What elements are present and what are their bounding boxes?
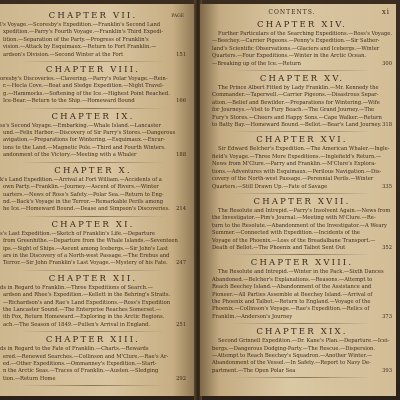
chapter-summary-line [0,98,186,105]
left-page [0,4,196,396]
summary-text: he Ice.—Homeward Bound.—Dease and Simpson's Discoveries. [3,206,170,213]
chapter-title: CHAPTER XIII. [45,335,141,346]
chapter-entry [0,65,186,109]
chapter-summary-line [0,22,186,29]
chapter-summary-line [212,292,392,299]
chapter-entry [212,327,392,378]
chapter-summary-line [0,199,186,206]
chapter-summary-line [0,238,186,245]
chapter-divider [232,254,372,255]
chapter-summary-line [0,52,186,59]
summary-text: Sir Edward Belcher's Expedition.—The American Whaler.—Ingle- [218,146,390,153]
chapter-summary-line [0,177,186,184]
chapter-title: CHAPTER VII. [48,11,138,21]
summary-text: —Richardson's and Rae's Land Expeditions.—Ross's Expedition [3,299,171,306]
chapter-summary-line [0,83,186,90]
chapter-summary-line [212,230,392,237]
chapter-entry [0,11,186,62]
chapter-summary-line [212,53,392,60]
chapter-summary-line [0,368,186,375]
chapter-summary-line [212,122,392,129]
chapter-summary-line [212,238,392,245]
chapter-summary-line [0,260,186,267]
chapter-summary-line [0,307,186,314]
running-head [212,8,392,17]
summary-text: partment.—The Open Polar Sea [212,367,296,374]
chapter-summary-line [0,314,186,321]
chapter-summary-line [212,115,392,122]
chapter-divider [20,331,166,332]
summary-text: The Resolute and Intrepid.—Parry's Insolvent Again.—News from [218,207,391,214]
summary-text: l's Voyage.—Scoresby's Expedition.—Franklin's Second Land [0,22,161,28]
summary-text: turn to the Resolute.—Abandonment of the Investigator.—A Weary [212,222,387,229]
summary-text: Pioneer.—All Parties Assemble at Beechey Island.—Arrival of [212,291,373,298]
summary-text: Phoenix.—Collinson's Voyage.—Rae's Expedition.—Relics of [212,306,370,313]
chapter-summary-line [212,107,392,114]
chapter-divider [20,61,166,62]
chapter-summary-line [212,215,392,222]
chapter-entry [212,197,392,255]
summary-text: ions to the Land.—Magnetic Pole.—Third and Fourth Winters. [3,144,166,151]
chapter-title: CHAPTER X. [54,165,132,176]
summary-text: Reach Beechey Island.—Abandonment of the Assistance and [212,284,372,291]
chapter-summary-line [212,169,392,176]
chapter-title: CHAPTER XV. [259,74,345,85]
chapter-title: CHAPTER XIV. [257,20,347,30]
summary-text: —Attempt to Reach Beechey's Squadron.—Another Winter.— [212,353,373,359]
summary-text: tion.—Return Home [3,375,56,382]
chapter-summary-line [0,322,186,329]
page-column-label: PAGE [171,14,184,19]
summary-text: to Batty Bay.—Homeward Bound.—Bellot.—Bear's Land Journey. [212,122,382,129]
summary-text: vision.—Attack by Esquimaux.—Return to Fort Franklin.— [3,44,157,51]
chapter-entry [0,335,186,386]
summary-text: k's Land Expedition.—Arrival at Fort William.—Accidents of a [0,176,162,183]
chapter-summary-line [0,145,186,152]
summary-text: andonment of the Victory.—Meeting with a Whaler [3,152,137,159]
summary-text: Voyage of the Phoenix.—Loss of the Breadalbane Transport.— [212,237,376,244]
chapter-summary-line [212,269,392,276]
chapter-divider [232,131,372,132]
summary-text: uarters.—News of Ross's Safety.—Polar Sea.—Return to Eng- [3,191,164,198]
summary-text: Summer.—Connected with Expedition.—Incidents of the [212,230,360,237]
summary-text: own Party.—Franklin.—Journey.—Ascent of Rivers.—Winter [3,184,159,191]
summary-text: Abandonment of the Vessel.—In Safety.—Report to Navy De- [212,360,371,367]
chapter-summary-line [0,29,186,36]
chapter-summary-line [212,31,392,38]
page-reference: 166 [176,98,186,105]
chapter-divider [20,385,166,386]
chapter-summary-line [212,299,392,306]
summary-text: Fury's Stores.—Cheers and Happy Sons.—Cape Walker.—Return [212,114,382,121]
summary-text: the Lancaster Sound.—The Enterprise Reaches Somerset.— [3,306,162,313]
summary-text: g.—Hammocks.—Softening of the Ice.—Highest Point Reached. [3,90,170,97]
page-reference: 373 [382,313,392,320]
chapter-summary-line [212,306,392,313]
summary-text: oresby's Discoveries.—Clavering.—Parry's Polar Voyage.—Rein- [0,76,168,83]
summary-text: Terror.—Sir John Franklin's Last Voyage.—Mystery of his Fate. [3,260,168,267]
page-reference: 188 [176,152,186,159]
chapter-summary-line [212,346,392,353]
chapter-summary-line [0,206,186,213]
chapter-entry [212,135,392,193]
summary-text: r.—Hecla Cove.—Boat and Sledge Expedition.—Night Travel- [3,83,164,90]
summary-text: Ice-Bear.—Return to the Ship.—Homeward Bound [3,98,135,105]
summary-text: from Greenhithe.—Departure from the Whale Islands.—Seventeen [3,238,178,245]
chapter-summary-line [0,361,186,368]
chapter-title: CHAPTER XVI. [256,135,348,146]
chapter-title: CHAPTER XIX. [256,327,348,338]
summary-text: —Beechey.—Carrier Pigeons.—Penny's Expedition.—Sir Sather- [212,38,380,45]
running-head-title: CONTENTS. [268,9,316,16]
chapter-summary-line [0,285,186,292]
chapter-divider [20,108,166,109]
chapter-divider [232,193,372,194]
summary-text: Quarters.—Still Drawn Up.—Fate of Savage [212,183,328,190]
chapter-summary-line [212,368,392,375]
summary-text: ed.—Other Expeditions.—Ommanney's Expedition.—Start- [3,361,157,367]
chapter-summary-line [212,100,392,107]
summary-text: ss's Second Voyage.—Embarking.—Whale Island.—Lancaster [0,122,161,129]
chapter-entry [0,166,186,217]
summary-text: Second Grinnell Expedition.—Dr. Kane's Plan.—Departure.—Icei- [218,338,390,345]
chapter-entry [212,74,392,132]
chapter-summary-line [0,152,186,159]
summary-text: s's Last Expedition.—Sketch of Franklin's Life.—Departure [0,230,155,237]
chapter-summary-line [0,37,186,44]
summary-text: ith Fox, Return Homeward.—Exploring in the Arctic Regions. [3,314,165,321]
chapter-summary-line [212,208,392,215]
page-reference: 247 [176,260,186,267]
chapter-title: CHAPTER XII. [48,273,138,284]
chapter-summary-line [212,245,392,252]
summary-text: ation.—Belief and Bewilder.—Preparations for Wintering.—Wife [212,99,380,106]
summary-text: nd.—Back's Voyage in the Terror.—Remarkable Perils among [3,198,164,205]
page-reference: 251 [176,321,186,328]
chapter-summary-line [0,300,186,307]
summary-text: xpedition.—Parry's Fourth Voyage.—Franklin's Third Expedi- [3,29,164,36]
chapter-divider [20,270,166,271]
chapter-summary-line [212,338,392,345]
summary-text: —Breaking up of the Ice.—Return [212,60,301,67]
summary-text: The Resolute and Intrepid.—Winter in the Pack.—Sixth Dances [218,269,384,276]
right-page [200,4,396,396]
page-reference: 335 [382,183,392,190]
chapter-summary-line [212,176,392,183]
summary-text: ered.—Renewed Searches.—Collinson and M'Clure.—Rae's Ar- [3,353,169,360]
summary-text: ardson and Rhee's Expedition.—Kellett in the Behring's Straits. [3,292,171,299]
chapter-entry [212,258,392,324]
chapter-summary-line [0,184,186,191]
chapter-entry [0,274,186,332]
page-reference: 393 [382,367,392,374]
chapter-divider [20,162,166,163]
chapter-summary-line [0,253,186,260]
chapter-summary-line [0,123,186,130]
summary-text: News from M'Clure.—Parry and Franklin.—M'Clure's Explora- [212,161,377,168]
chapter-summary-line [0,246,186,253]
page-number: xi [381,8,390,16]
summary-text: ars in the Discovery of a North-west Passage.—The Erebus and [3,252,170,259]
chapter-entry [0,220,186,271]
summary-text: ds in Regard to Franklin.—Three Expeditions of Search.— [0,284,153,291]
chapter-summary-line [212,184,392,191]
chapter-entry [0,112,186,163]
chapter-summary-line [212,61,392,68]
summary-text: n the Arctic Seas.—Traces of Franklin.—Austen.—Sledging [3,368,159,375]
chapter-summary-line [212,360,392,367]
chapter-summary-line [212,38,392,45]
summary-text: land's Scientific Observations.—Glaciers and Icebergs.—Winter [212,45,380,52]
chapter-title: CHAPTER IX. [51,111,135,122]
summary-text: Abandoned.—Belcher's Explanations.—Reasons.—Attempt to [212,276,373,283]
page-reference: 151 [176,51,186,58]
chapter-title: CHAPTER VIII. [45,65,141,76]
page-reference: 214 [176,206,186,213]
chapter-summary-line [0,130,186,137]
chapter-divider [20,216,166,217]
chapter-summary-line [0,376,186,383]
chapter-summary-line [212,154,392,161]
chapter-summary-line [212,85,392,92]
summary-text: lition.—Separation of the Party.—Progress of Franklin's [3,36,149,43]
page-reference: 292 [176,375,186,382]
chapter-summary-line [0,91,186,98]
chapter-divider [232,377,372,378]
summary-text: for Journeys.—Visit to Fury Beach.—The Grand Journey.—The [212,107,375,114]
summary-text: Commander.—Taperwell.—Carrier Pigeons.—Disastrous Separ- [212,92,379,99]
chapter-summary-line [0,231,186,238]
chapter-summary-line [0,346,186,353]
chapter-summary-line [212,314,392,321]
chapter-summary-line [0,192,186,199]
chapter-summary-line [212,161,392,168]
summary-text: the Investigator.—Pim's Journal.—Meeting with M'Clure.—Re- [212,215,376,222]
chapter-summary-line [0,44,186,51]
summary-text: avigation.—Preparations for Wintering.—Esquimaux.—Excur- [3,137,165,144]
chapter-summary-line [0,354,186,361]
chapter-summary-line [0,137,186,144]
page-reference: 300 [382,60,392,67]
chapter-summary-line [212,353,392,360]
summary-text: ach.—The Season of 1849.—Pullen's Arrival in England. [3,321,151,328]
chapter-summary-line [212,277,392,284]
summary-text: ds in Regard to the Fate of Franklin.—Charts.—Rewards [0,346,149,353]
summary-text: Quarters.—Four Expeditions.—Winter in the Arctic Ocean. [212,53,367,60]
chapter-divider [232,323,372,324]
chapter-divider [232,70,372,71]
summary-text: ardson's Division.—Second Winter at the Fort [3,51,124,58]
chapter-title: CHAPTER XI. [51,219,135,230]
chapter-summary-line [212,92,392,99]
chapter-entry [212,20,392,71]
summary-text: und.—Felix Harbor.—Discovery of Sir Parry's Stores.—Dangerous [3,130,176,137]
chapter-title: CHAPTER XVII. [253,196,351,207]
chapter-summary-line [212,223,392,230]
summary-text: Death of Bellot.—The Phoenix and Talbot Sent Out [212,244,346,251]
chapter-summary-line [0,76,186,83]
summary-text: field's Voyage.—Three More Expeditions.—Inglefield's Return.— [212,153,382,160]
chapter-summary-line [0,292,186,299]
summary-text: the Phoenix and Talbot.—Return to England.—Voyage of the [212,298,371,305]
chapter-summary-line [212,284,392,291]
chapter-summary-line [212,46,392,53]
summary-text: bergs.—Dangerous Dodging-Party.—The Rescue.—Dispersion. [212,345,376,352]
summary-text: Franklin.—Anderson's Journey [212,313,293,320]
summary-text: tions.—Adventures with Esquimaux.—Perilous Navigation.—Dis- [212,168,382,175]
page-reference: 352 [382,244,392,251]
summary-text: Further Particulars of the Searching Expeditions.—Ross's Voyage. [218,31,392,37]
chapter-title: CHAPTER XVIII. [250,258,354,269]
summary-text: ips.—Sight of Ships.—Ascent among Icebergs.—Sir John's Last [3,245,169,252]
page-reference: 318 [382,122,392,129]
summary-text: The Prince Albert Fitted by Lady Franklin.—Mr. Kennedy the [218,85,379,92]
chapter-summary-line [212,146,392,153]
summary-text: covery of the North-west Passage.—Perennial Perils.—Winter [212,176,374,183]
